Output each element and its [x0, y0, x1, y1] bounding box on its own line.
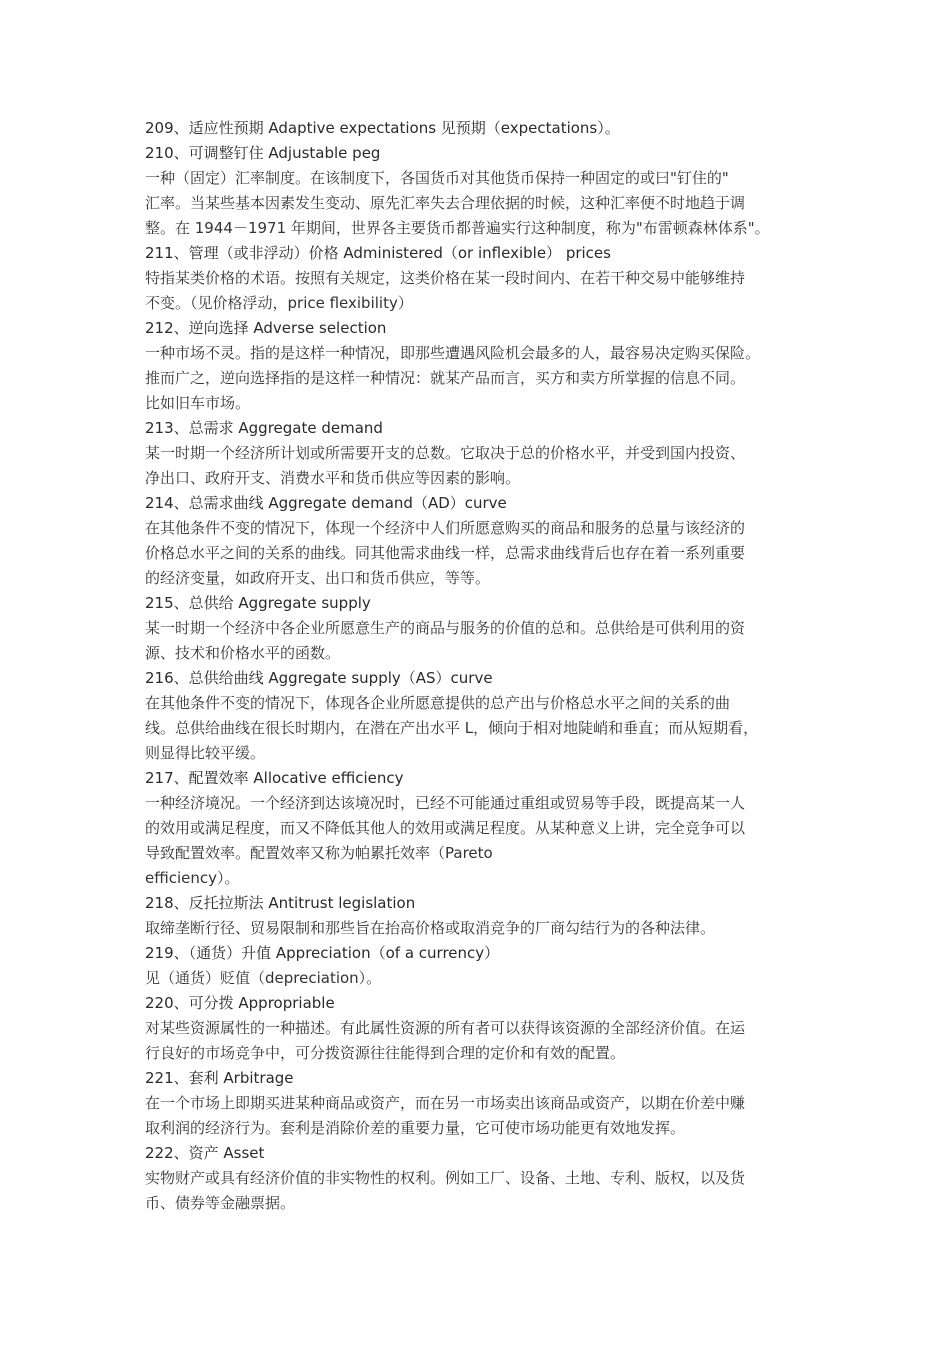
entry-210-text-line: 一种（固定）汇率制度。在该制度下，各国货币对其他货币保持一种固定的或曰"钉住的" — [145, 169, 729, 187]
entry-219-heading: 219、（通货）升值 Appreciation（of a currency） — [145, 944, 500, 962]
entry-210-text-line: 汇率。当某些基本因素发生变动、原先汇率失去合理依据的时候，这种汇率便不时地趋于调 — [145, 194, 746, 212]
entry-212-text-line: 推而广之，逆向选择指的是这样一种情况：就某产品而言，买方和卖方所掌握的信息不同。 — [145, 369, 746, 387]
entry-217-text-line: efficiency）。 — [145, 869, 240, 887]
entry-214-text-line: 价格总水平之间的关系的曲线。同其他需求曲线一样，总需求曲线背后也存在着一系列重要 — [145, 544, 746, 562]
entry-222-text-line: 实物财产或具有经济价值的非实物性的权利。例如工厂、设备、土地、专利、版权，以及货 — [145, 1169, 746, 1187]
entry-219-text-line: 见（通货）贬值（depreciation）。 — [145, 969, 382, 987]
entry-212-text-line: 比如旧车市场。 — [145, 394, 251, 412]
entry-217-text-line: 一种经济境况。一个经济到达该境况时，已经不可能通过重组或贸易等手段，既提高某一人 — [145, 794, 746, 812]
entry-213-heading: 213、总需求 Aggregate demand — [145, 419, 383, 437]
document-page — [145, 116, 813, 1216]
entry-214-text-line: 在其他条件不变的情况下，体现一个经济中人们所愿意购买的商品和服务的总量与该经济的 — [145, 519, 746, 537]
entry-220-text-line: 行良好的市场竞争中，可分拨资源往往能得到合理的定价和有效的配置。 — [145, 1044, 626, 1062]
entry-222-heading: 222、资产 Asset — [145, 1144, 265, 1162]
entry-210-text-line: 整。在 1944－1971 年期间，世界各主要货币都普遍实行这种制度，称为"布雷顿森林体系"。 — [145, 219, 770, 237]
entry-221-text-line: 在一个市场上即期买进某种商品或资产，而在另一市场卖出该商品或资产，以期在价差中赚 — [145, 1094, 746, 1112]
entry-218-heading: 218、反托拉斯法 Antitrust legislation — [145, 894, 416, 912]
entry-212-heading: 212、逆向选择 Adverse selection — [145, 319, 387, 337]
entry-215-text-line: 某一时期一个经济中各企业所愿意生产的商品与服务的价值的总和。总供给是可供利用的资 — [145, 619, 746, 637]
entry-209-heading: 209、适应性预期 Adaptive expectations 见预期（expectations）。 — [145, 119, 620, 137]
entry-214-text-line: 的经济变量，如政府开支、出口和货币供应，等等。 — [145, 569, 491, 587]
entry-222-text-line: 币、债券等金融票据。 — [145, 1194, 296, 1212]
entry-217-text-line: 的效用或满足程度，而又不降低其他人的效用或满足程度。从某种意义上讲，完全竞争可以 — [145, 819, 746, 837]
entry-217-heading: 217、配置效率 Allocative efficiency — [145, 769, 404, 787]
entry-213-text-line: 净出口、政府开支、消费水平和货币供应等因素的影响。 — [145, 469, 521, 487]
entry-213-text-line: 某一时期一个经济所计划或所需要开支的总数。它取决于总的价格水平，并受到国内投资、 — [145, 444, 746, 462]
entry-220-text-line: 对某些资源属性的一种描述。有此属性资源的所有者可以获得该资源的全部经济价值。在运 — [145, 1019, 746, 1037]
entry-211-heading: 211、管理（或非浮动）价格 Administered（or inflexible） prices — [145, 244, 611, 262]
entry-215-heading: 215、总供给 Aggregate supply — [145, 594, 371, 612]
entry-215-text-line: 源、技术和价格水平的函数。 — [145, 644, 341, 662]
entry-216-text-line: 在其他条件不变的情况下，体现各企业所愿意提供的总产出与价格总水平之间的关系的曲 — [145, 694, 731, 712]
entry-218-text-line: 取缔垄断行径、贸易限制和那些旨在抬高价格或取消竞争的厂商勾结行为的各种法律。 — [145, 919, 716, 937]
entry-217-text-line: 导致配置效率。配置效率又称为帕累托效率（Pareto — [145, 844, 493, 862]
entry-221-heading: 221、套利 Arbitrage — [145, 1069, 294, 1087]
entry-216-text-line: 线。总供给曲线在很长时期内，在潜在产出水平 L，倾向于相对地陡峭和垂直；而从短期看， — [145, 719, 759, 737]
entry-220-heading: 220、可分拨 Appropriable — [145, 994, 335, 1012]
entry-221-text-line: 取利润的经济行为。套利是消除价差的重要力量，它可使市场功能更有效地发挥。 — [145, 1119, 686, 1137]
entry-210-heading: 210、可调整钉住 Adjustable peg — [145, 144, 381, 162]
entry-216-heading: 216、总供给曲线 Aggregate supply（AS）curve — [145, 669, 493, 687]
entry-214-heading: 214、总需求曲线 Aggregate demand（AD）curve — [145, 494, 507, 512]
entry-211-text-line: 不变。（见价格浮动，price flexibility） — [145, 294, 413, 312]
entry-212-text-line: 一种市场不灵。指的是这样一种情况，即那些遭遇风险机会最多的人，最容易决定购买保险。 — [145, 344, 761, 362]
entry-216-text-line: 则显得比较平缓。 — [145, 744, 266, 762]
entry-211-text-line: 特指某类价格的术语。按照有关规定，这类价格在某一段时间内、在若干种交易中能够维持 — [145, 269, 746, 287]
